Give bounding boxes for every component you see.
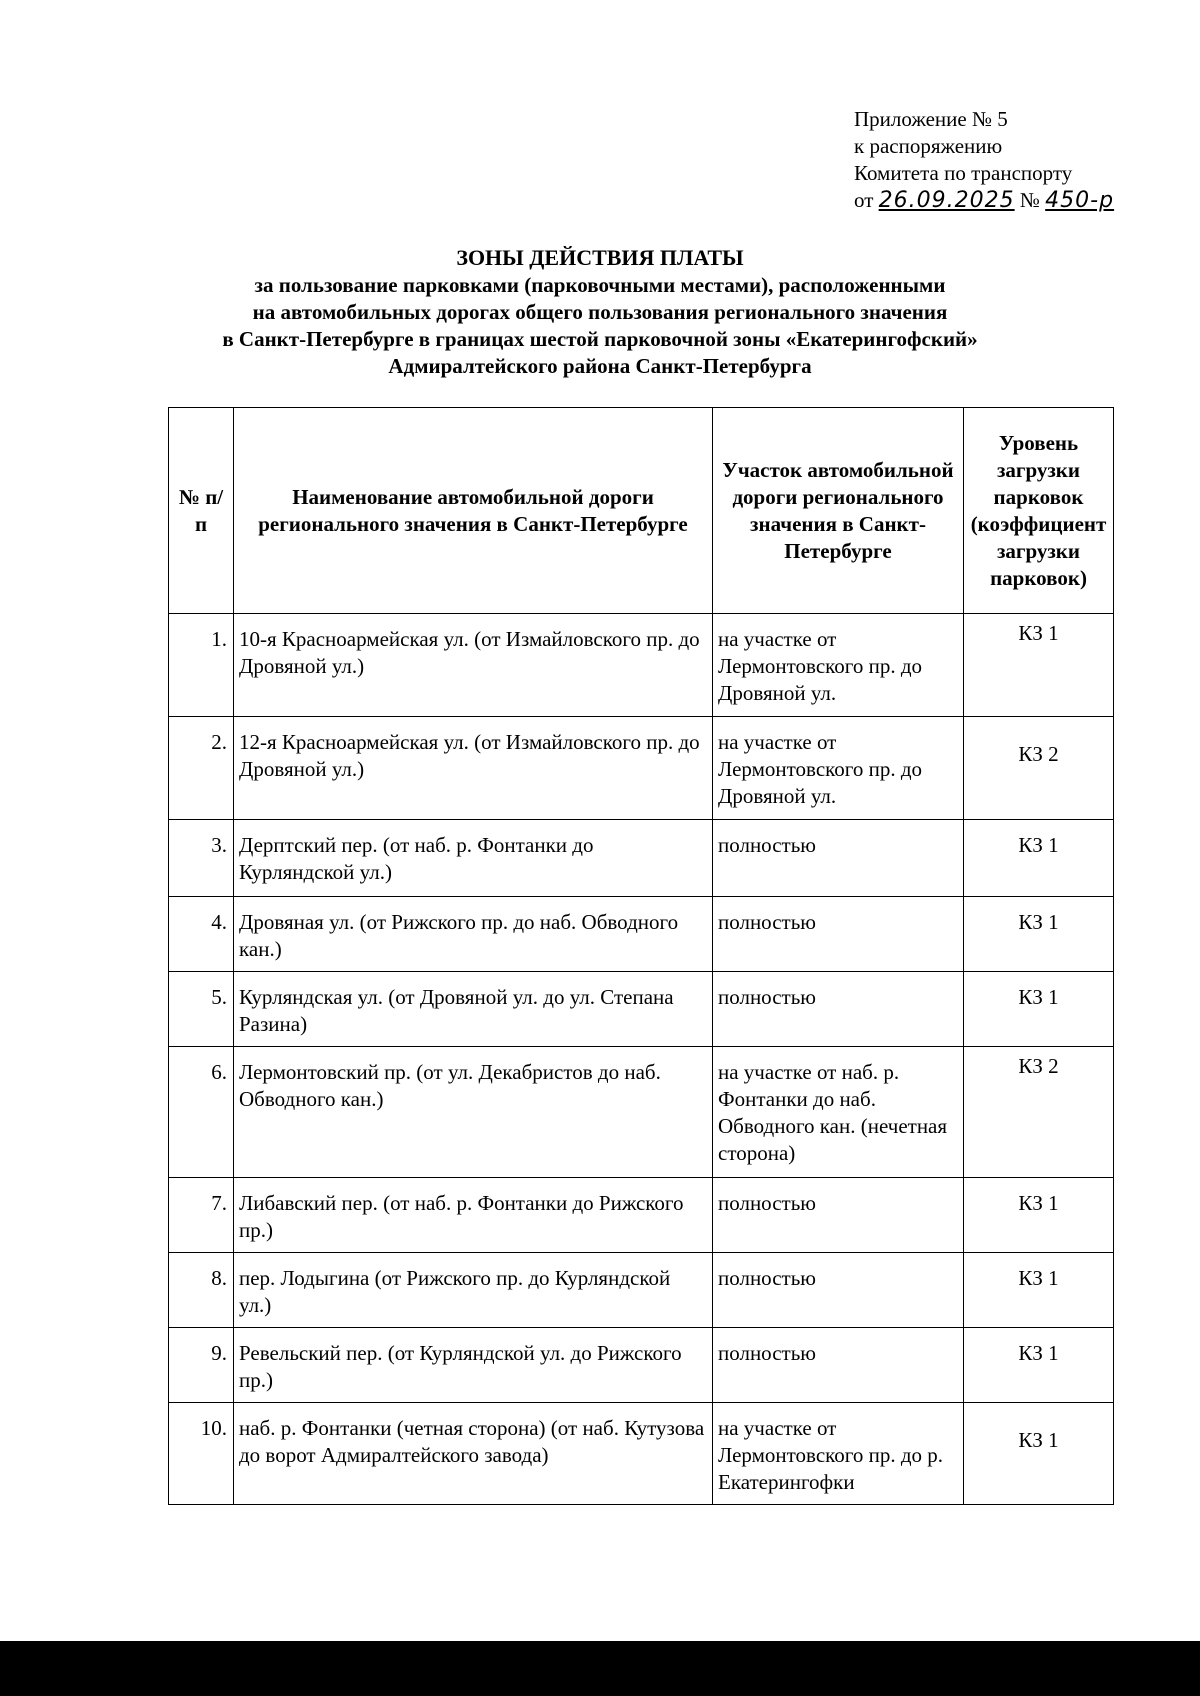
row-segment: полностью — [713, 1328, 964, 1403]
table-row — [169, 1178, 1114, 1253]
row-num: 5. — [169, 972, 234, 1047]
header-name: Наименование автомобильной дороги регионального значения в Санкт-Петербурге — [234, 408, 713, 614]
row-level: КЗ 2 — [964, 717, 1114, 820]
row-num: 3. — [169, 820, 234, 897]
table-row — [169, 717, 1114, 820]
row-name: Дерптский пер. (от наб. р. Фонтанки до Курляндской ул.) — [234, 820, 713, 897]
row-level: КЗ 2 — [964, 1047, 1114, 1178]
row-num: 9. — [169, 1328, 234, 1403]
row-segment: на участке от Лермонтовского пр. до Дровяной ул. — [713, 614, 964, 717]
row-num: 6. — [169, 1047, 234, 1178]
row-segment: полностью — [713, 972, 964, 1047]
handwritten-date: 26.09.2025 — [878, 188, 1015, 213]
document-title — [150, 244, 1050, 380]
row-level: КЗ 1 — [964, 972, 1114, 1047]
row-level: КЗ 1 — [964, 1328, 1114, 1403]
title-line: за пользование парковками (парковочными местами), расположенными — [254, 273, 946, 297]
row-segment: на участке от наб. р. Фонтанки до наб. Обводного кан. (нечетная сторона) — [713, 1047, 964, 1178]
row-name: пер. Лодыгина (от Рижского пр. до Курляндской ул.) — [234, 1253, 713, 1328]
row-level: КЗ 1 — [964, 820, 1114, 897]
row-level: КЗ 1 — [964, 897, 1114, 972]
table-row — [169, 897, 1114, 972]
zones-table — [168, 407, 1114, 1505]
row-name: 10-я Красноармейская ул. (от Измайловского пр. до Дровяной ул.) — [234, 614, 713, 717]
scan-bottom-bar — [0, 1641, 1200, 1696]
table-row — [169, 1403, 1114, 1505]
row-num: 1. — [169, 614, 234, 717]
appendix-line: к распоряжению — [854, 134, 1003, 158]
appendix-date-line — [854, 187, 1114, 214]
table-row — [169, 972, 1114, 1047]
row-name: Ревельский пер. (от Курляндской ул. до Рижского пр.) — [234, 1328, 713, 1403]
number-label: № — [1014, 188, 1046, 212]
table-row — [169, 1328, 1114, 1403]
table-row — [169, 614, 1114, 717]
row-level: КЗ 1 — [964, 1253, 1114, 1328]
appendix-line: Приложение № 5 — [854, 107, 1008, 131]
row-name: Лермонтовский пр. (от ул. Декабристов до наб. Обводного кан.) — [234, 1047, 713, 1178]
row-num: 8. — [169, 1253, 234, 1328]
row-num: 2. — [169, 717, 234, 820]
table-row — [169, 1253, 1114, 1328]
row-segment: на участке от Лермонтовского пр. до Дровяной ул. — [713, 717, 964, 820]
row-segment: на участке от Лермонтовского пр. до р. Екатерингофки — [713, 1403, 964, 1505]
title-line: на автомобильных дорогах общего пользования регионального значения — [252, 300, 948, 324]
row-segment: полностью — [713, 897, 964, 972]
appendix-block — [854, 106, 1114, 214]
row-name: Либавский пер. (от наб. р. Фонтанки до Рижского пр.) — [234, 1178, 713, 1253]
row-level: КЗ 1 — [964, 614, 1114, 717]
handwritten-number: 450-р — [1045, 188, 1115, 213]
table-header-row — [169, 408, 1114, 614]
header-num: № п/п — [169, 408, 234, 614]
date-prefix: от — [854, 188, 879, 212]
row-level: КЗ 1 — [964, 1403, 1114, 1505]
title-main: ЗОНЫ ДЕЙСТВИЯ ПЛАТЫ — [456, 245, 744, 270]
row-name: Курляндская ул. (от Дровяной ул. до ул. Степана Разина) — [234, 972, 713, 1047]
row-name: 12-я Красноармейская ул. (от Измайловского пр. до Дровяной ул.) — [234, 717, 713, 820]
appendix-line: Комитета по транспорту — [854, 161, 1073, 185]
row-name: Дровяная ул. (от Рижского пр. до наб. Обводного кан.) — [234, 897, 713, 972]
header-segment: Участок автомобильной дороги регионального значения в Санкт-Петербурге — [713, 408, 964, 614]
header-level: Уровень загрузки парковок (коэффициент загрузки парковок) — [964, 408, 1114, 614]
row-num: 10. — [169, 1403, 234, 1505]
row-segment: полностью — [713, 820, 964, 897]
row-segment: полностью — [713, 1253, 964, 1328]
title-line: в Санкт-Петербурге в границах шестой парковочной зоны «Екатерингофский» — [222, 327, 978, 351]
row-num: 4. — [169, 897, 234, 972]
table-row — [169, 1047, 1114, 1178]
table-row — [169, 820, 1114, 897]
row-name: наб. р. Фонтанки (четная сторона) (от наб. Кутузова до ворот Адмиралтейского завода) — [234, 1403, 713, 1505]
title-line: Адмиралтейского района Санкт-Петербурга — [388, 354, 812, 378]
row-segment: полностью — [713, 1178, 964, 1253]
row-level: КЗ 1 — [964, 1178, 1114, 1253]
row-num: 7. — [169, 1178, 234, 1253]
